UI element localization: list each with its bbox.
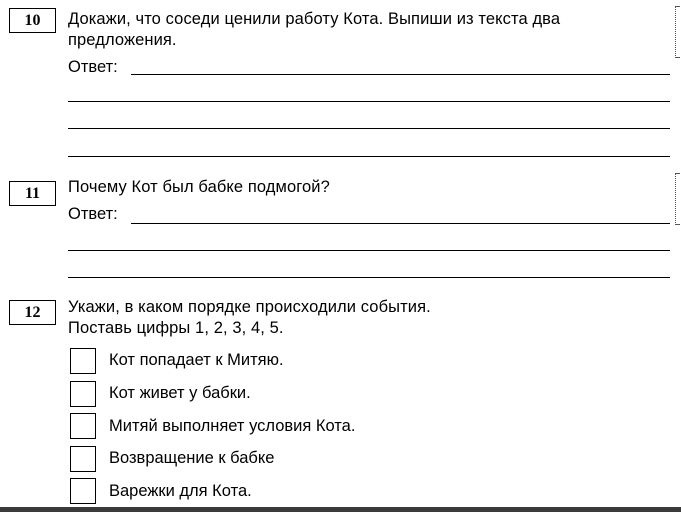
question-12-text: Укажи, в каком порядке происходили события. Поставь цифры 1, 2, 3, 4, 5. xyxy=(68,298,431,337)
answer-margin-mark xyxy=(675,173,680,225)
question-number-label: 12 xyxy=(24,303,41,321)
answer-line[interactable] xyxy=(68,277,670,278)
event-option: Митяй выполняет условия Кота. xyxy=(109,417,356,435)
order-checkbox[interactable] xyxy=(70,348,96,374)
order-checkbox[interactable] xyxy=(70,446,96,472)
answer-line[interactable] xyxy=(68,250,670,251)
answer-line[interactable] xyxy=(68,156,670,157)
question-number-label: 11 xyxy=(24,184,41,202)
event-option: Кот попадает к Митяю. xyxy=(109,351,284,369)
order-checkbox[interactable] xyxy=(70,478,96,504)
answer-line[interactable] xyxy=(68,128,670,129)
answer-line[interactable] xyxy=(131,223,670,224)
order-checkbox[interactable] xyxy=(70,413,96,439)
question-11-text: Почему Кот был бабке подмогой? xyxy=(68,178,330,196)
answer-margin-mark xyxy=(675,6,680,58)
question-10-text: Докажи, что соседи ценили работу Кота. Выпиши из текста два предложения. xyxy=(68,10,561,49)
question-number-label: 10 xyxy=(24,11,41,29)
question-number-12 xyxy=(9,300,56,325)
order-checkbox[interactable] xyxy=(70,381,96,407)
question-number-10 xyxy=(9,8,56,33)
answer-label: Ответ: xyxy=(68,58,118,76)
answer-line[interactable] xyxy=(68,101,670,102)
event-option: Возвращение к бабке xyxy=(109,449,275,467)
event-option: Варежки для Кота. xyxy=(109,482,252,500)
answer-label: Ответ: xyxy=(68,205,118,223)
event-option: Кот живет у бабки. xyxy=(109,384,251,402)
question-number-11 xyxy=(9,181,56,206)
answer-line[interactable] xyxy=(131,74,670,75)
page-bottom-border xyxy=(0,507,681,512)
